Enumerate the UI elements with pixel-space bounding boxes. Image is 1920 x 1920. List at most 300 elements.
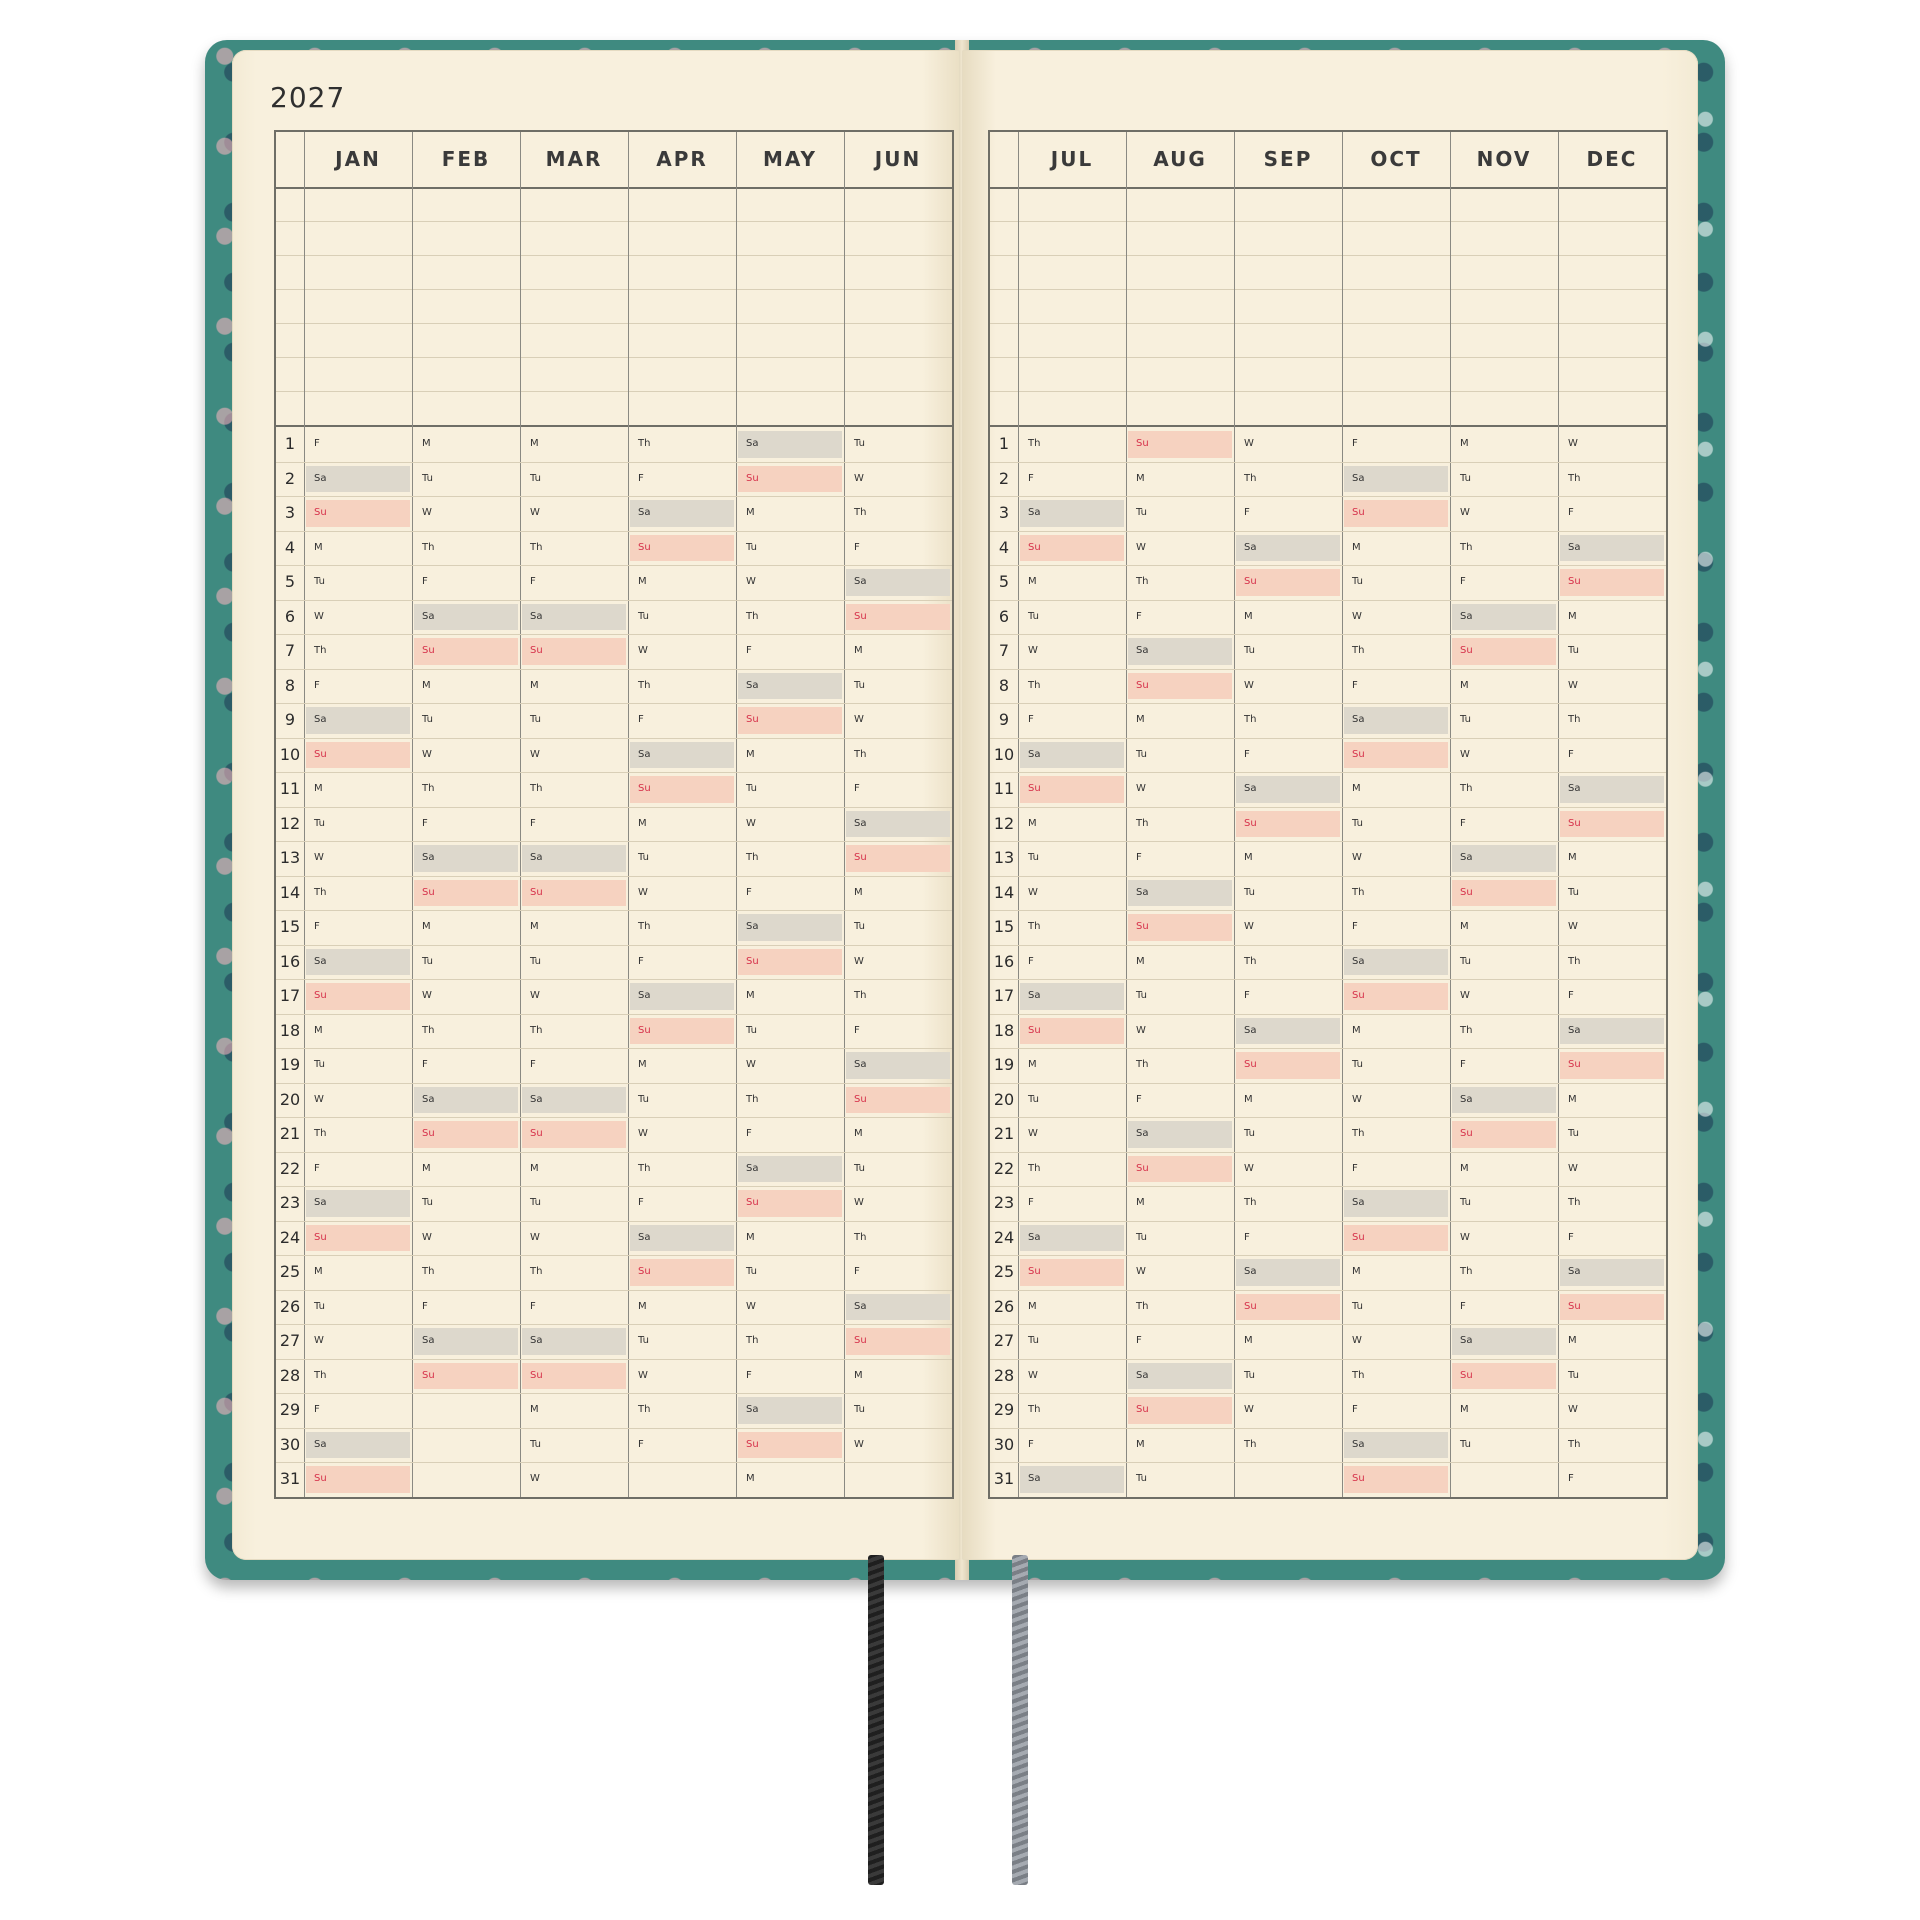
day-cell-may[interactable]: Sa: [738, 431, 842, 458]
day-cell-apr[interactable]: Su: [630, 535, 734, 562]
day-cell-mar[interactable]: Sa: [522, 604, 626, 631]
day-cell-feb[interactable]: M: [422, 438, 431, 449]
day-cell-jun[interactable]: Sa: [846, 1052, 950, 1079]
day-cell-sep[interactable]: Tu: [1244, 645, 1255, 656]
day-cell-sep[interactable]: Th: [1244, 472, 1257, 484]
day-cell-feb[interactable]: M: [422, 921, 431, 932]
day-cell-jun[interactable]: F: [854, 783, 860, 794]
day-cell-jan[interactable]: Sa: [306, 949, 410, 976]
day-cell-jan[interactable]: Su: [306, 1225, 410, 1252]
day-cell-may[interactable]: M: [746, 748, 755, 760]
day-cell-mar[interactable]: Sa: [522, 1328, 626, 1355]
day-cell-jun[interactable]: W: [854, 472, 864, 484]
day-cell-jun[interactable]: Th: [854, 748, 867, 760]
day-cell-oct[interactable]: M: [1352, 1024, 1361, 1036]
day-cell-mar[interactable]: Sa: [522, 1087, 626, 1114]
day-cell-oct[interactable]: Th: [1352, 1369, 1365, 1381]
day-cell-dec[interactable]: Th: [1568, 1438, 1581, 1450]
day-cell-mar[interactable]: Tu: [530, 955, 541, 967]
day-cell-apr[interactable]: Sa: [630, 1225, 734, 1252]
day-cell-jun[interactable]: Tu: [854, 1162, 865, 1174]
day-cell-dec[interactable]: W: [1568, 438, 1578, 449]
day-cell-jun[interactable]: M: [854, 1128, 863, 1139]
day-cell-apr[interactable]: F: [638, 472, 644, 484]
day-cell-feb[interactable]: Sa: [414, 1087, 518, 1114]
day-cell-feb[interactable]: Tu: [422, 1197, 433, 1208]
day-cell-apr[interactable]: Su: [630, 776, 734, 803]
day-cell-apr[interactable]: W: [638, 1128, 648, 1139]
day-cell-apr[interactable]: Th: [638, 921, 651, 932]
day-cell-jun[interactable]: Tu: [854, 438, 865, 449]
day-cell-mar[interactable]: F: [530, 817, 536, 829]
day-cell-oct[interactable]: W: [1352, 610, 1362, 622]
day-cell-aug[interactable]: Tu: [1136, 748, 1147, 760]
day-cell-jun[interactable]: Su: [846, 1328, 950, 1355]
day-cell-sep[interactable]: Th: [1244, 955, 1257, 967]
day-cell-nov[interactable]: Th: [1460, 541, 1473, 553]
day-cell-dec[interactable]: Th: [1568, 955, 1581, 967]
day-cell-sep[interactable]: M: [1244, 852, 1253, 863]
day-cell-sep[interactable]: Th: [1244, 1197, 1257, 1208]
day-cell-nov[interactable]: W: [1460, 748, 1470, 760]
day-cell-sep[interactable]: F: [1244, 507, 1250, 518]
day-cell-nov[interactable]: F: [1460, 576, 1466, 587]
day-cell-dec[interactable]: W: [1568, 679, 1578, 691]
day-cell-feb[interactable]: Su: [414, 880, 518, 907]
day-cell-apr[interactable]: Su: [630, 1018, 734, 1045]
day-cell-jul[interactable]: W: [1028, 1128, 1038, 1139]
day-cell-aug[interactable]: Tu: [1136, 507, 1147, 518]
day-cell-aug[interactable]: W: [1136, 541, 1146, 553]
day-cell-mar[interactable]: M: [530, 921, 539, 932]
day-cell-may[interactable]: M: [746, 507, 755, 518]
day-cell-dec[interactable]: Su: [1560, 1294, 1664, 1321]
day-cell-jun[interactable]: Sa: [846, 569, 950, 596]
day-cell-may[interactable]: Su: [738, 466, 842, 493]
day-cell-jul[interactable]: Th: [1028, 1404, 1041, 1415]
day-cell-dec[interactable]: M: [1568, 1335, 1577, 1346]
day-cell-oct[interactable]: Tu: [1352, 1059, 1363, 1070]
day-cell-jan[interactable]: M: [314, 783, 323, 794]
day-cell-sep[interactable]: W: [1244, 679, 1254, 691]
day-cell-may[interactable]: F: [746, 1128, 752, 1139]
day-cell-mar[interactable]: Sa: [522, 845, 626, 872]
day-cell-dec[interactable]: F: [1568, 1231, 1574, 1243]
day-cell-jun[interactable]: Tu: [854, 1404, 865, 1415]
day-cell-mar[interactable]: F: [530, 1059, 536, 1070]
day-cell-may[interactable]: Tu: [746, 783, 757, 794]
day-cell-nov[interactable]: M: [1460, 1162, 1469, 1174]
day-cell-jul[interactable]: Sa: [1020, 983, 1124, 1010]
day-cell-oct[interactable]: Th: [1352, 645, 1365, 656]
day-cell-jun[interactable]: F: [854, 1024, 860, 1036]
day-cell-feb[interactable]: Tu: [422, 472, 433, 484]
day-cell-aug[interactable]: M: [1136, 1438, 1145, 1450]
day-cell-oct[interactable]: Sa: [1344, 466, 1448, 493]
day-cell-aug[interactable]: F: [1136, 610, 1142, 622]
day-cell-may[interactable]: Th: [746, 1335, 759, 1346]
day-cell-sep[interactable]: M: [1244, 610, 1253, 622]
day-cell-jun[interactable]: Th: [854, 1231, 867, 1243]
day-cell-feb[interactable]: Tu: [422, 714, 433, 725]
day-cell-mar[interactable]: Tu: [530, 1197, 541, 1208]
day-cell-sep[interactable]: Tu: [1244, 1128, 1255, 1139]
day-cell-aug[interactable]: Su: [1128, 1397, 1232, 1424]
day-cell-jan[interactable]: F: [314, 921, 320, 932]
day-cell-oct[interactable]: Tu: [1352, 1300, 1363, 1312]
day-cell-apr[interactable]: M: [638, 1059, 647, 1070]
day-cell-mar[interactable]: W: [530, 1231, 540, 1243]
day-cell-jul[interactable]: Th: [1028, 438, 1041, 449]
day-cell-dec[interactable]: Th: [1568, 1197, 1581, 1208]
day-cell-may[interactable]: Su: [738, 949, 842, 976]
day-cell-aug[interactable]: M: [1136, 1197, 1145, 1208]
day-cell-jun[interactable]: Sa: [846, 1294, 950, 1321]
day-cell-aug[interactable]: M: [1136, 714, 1145, 725]
day-cell-aug[interactable]: Tu: [1136, 1473, 1147, 1484]
day-cell-jan[interactable]: Sa: [306, 707, 410, 734]
day-cell-sep[interactable]: Sa: [1236, 535, 1340, 562]
day-cell-jul[interactable]: Su: [1020, 1018, 1124, 1045]
day-cell-jul[interactable]: F: [1028, 472, 1034, 484]
day-cell-feb[interactable]: Sa: [414, 845, 518, 872]
day-cell-apr[interactable]: W: [638, 886, 648, 898]
day-cell-nov[interactable]: W: [1460, 990, 1470, 1001]
day-cell-jun[interactable]: Sa: [846, 811, 950, 838]
day-cell-jul[interactable]: Sa: [1020, 500, 1124, 527]
day-cell-jul[interactable]: Th: [1028, 921, 1041, 932]
day-cell-dec[interactable]: Sa: [1560, 1018, 1664, 1045]
day-cell-sep[interactable]: Tu: [1244, 886, 1255, 898]
day-cell-feb[interactable]: W: [422, 990, 432, 1001]
day-cell-dec[interactable]: Sa: [1560, 535, 1664, 562]
day-cell-mar[interactable]: Th: [530, 1266, 543, 1277]
day-cell-feb[interactable]: M: [422, 1162, 431, 1174]
day-cell-may[interactable]: Th: [746, 610, 759, 622]
day-cell-jul[interactable]: M: [1028, 576, 1037, 587]
day-cell-oct[interactable]: Su: [1344, 1466, 1448, 1493]
day-cell-aug[interactable]: M: [1136, 955, 1145, 967]
day-cell-nov[interactable]: M: [1460, 1404, 1469, 1415]
day-cell-aug[interactable]: Th: [1136, 576, 1149, 587]
day-cell-jan[interactable]: Tu: [314, 1059, 325, 1070]
day-cell-feb[interactable]: Th: [422, 783, 435, 794]
day-cell-may[interactable]: Sa: [738, 673, 842, 700]
day-cell-jan[interactable]: Th: [314, 886, 327, 898]
day-cell-sep[interactable]: Tu: [1244, 1369, 1255, 1381]
day-cell-sep[interactable]: F: [1244, 1231, 1250, 1243]
day-cell-aug[interactable]: Su: [1128, 673, 1232, 700]
day-cell-jun[interactable]: Su: [846, 1087, 950, 1114]
day-cell-dec[interactable]: F: [1568, 507, 1574, 518]
day-cell-nov[interactable]: Su: [1452, 1121, 1556, 1148]
day-cell-jul[interactable]: Tu: [1028, 1335, 1039, 1346]
day-cell-aug[interactable]: M: [1136, 472, 1145, 484]
day-cell-dec[interactable]: Su: [1560, 569, 1664, 596]
day-cell-may[interactable]: M: [746, 1231, 755, 1243]
day-cell-aug[interactable]: Th: [1136, 817, 1149, 829]
day-cell-dec[interactable]: Tu: [1568, 645, 1579, 656]
day-cell-aug[interactable]: F: [1136, 852, 1142, 863]
day-cell-may[interactable]: Th: [746, 852, 759, 863]
day-cell-feb[interactable]: M: [422, 679, 431, 691]
day-cell-sep[interactable]: Su: [1236, 811, 1340, 838]
day-cell-sep[interactable]: Su: [1236, 1294, 1340, 1321]
day-cell-jan[interactable]: Th: [314, 645, 327, 656]
day-cell-sep[interactable]: M: [1244, 1335, 1253, 1346]
day-cell-jan[interactable]: Sa: [306, 1190, 410, 1217]
day-cell-may[interactable]: Th: [746, 1093, 759, 1105]
day-cell-nov[interactable]: F: [1460, 1059, 1466, 1070]
day-cell-nov[interactable]: Su: [1452, 1363, 1556, 1390]
bookmark-ribbon-grey[interactable]: [1012, 1555, 1028, 1885]
day-cell-oct[interactable]: Su: [1344, 983, 1448, 1010]
day-cell-jan[interactable]: Su: [306, 742, 410, 769]
day-cell-jul[interactable]: Tu: [1028, 1093, 1039, 1105]
day-cell-oct[interactable]: F: [1352, 438, 1358, 449]
day-cell-jun[interactable]: W: [854, 1438, 864, 1450]
day-cell-may[interactable]: W: [746, 1300, 756, 1312]
day-cell-mar[interactable]: W: [530, 507, 540, 518]
day-cell-jul[interactable]: W: [1028, 886, 1038, 898]
day-cell-oct[interactable]: Su: [1344, 742, 1448, 769]
day-cell-nov[interactable]: W: [1460, 1231, 1470, 1243]
day-cell-sep[interactable]: Su: [1236, 1052, 1340, 1079]
day-cell-may[interactable]: Tu: [746, 1024, 757, 1036]
day-cell-jul[interactable]: Th: [1028, 1162, 1041, 1174]
day-cell-nov[interactable]: Tu: [1460, 472, 1471, 484]
day-cell-apr[interactable]: F: [638, 955, 644, 967]
day-cell-sep[interactable]: Sa: [1236, 1018, 1340, 1045]
day-cell-may[interactable]: W: [746, 1059, 756, 1070]
day-cell-may[interactable]: Sa: [738, 914, 842, 941]
day-cell-nov[interactable]: M: [1460, 679, 1469, 691]
day-cell-dec[interactable]: F: [1568, 1473, 1574, 1484]
day-cell-feb[interactable]: Th: [422, 1024, 435, 1036]
day-cell-jul[interactable]: F: [1028, 955, 1034, 967]
day-cell-nov[interactable]: Th: [1460, 783, 1473, 794]
day-cell-mar[interactable]: Su: [522, 1121, 626, 1148]
day-cell-jan[interactable]: Tu: [314, 817, 325, 829]
day-cell-oct[interactable]: F: [1352, 921, 1358, 932]
day-cell-jul[interactable]: F: [1028, 1438, 1034, 1450]
day-cell-jun[interactable]: M: [854, 886, 863, 898]
day-cell-aug[interactable]: F: [1136, 1335, 1142, 1346]
day-cell-apr[interactable]: Sa: [630, 742, 734, 769]
day-cell-jan[interactable]: F: [314, 438, 320, 449]
day-cell-jan[interactable]: F: [314, 679, 320, 691]
day-cell-mar[interactable]: F: [530, 576, 536, 587]
day-cell-sep[interactable]: Sa: [1236, 776, 1340, 803]
day-cell-jan[interactable]: Su: [306, 500, 410, 527]
day-cell-jun[interactable]: Th: [854, 507, 867, 518]
day-cell-feb[interactable]: Th: [422, 1266, 435, 1277]
day-cell-oct[interactable]: W: [1352, 852, 1362, 863]
day-cell-apr[interactable]: Sa: [630, 500, 734, 527]
day-cell-aug[interactable]: W: [1136, 1266, 1146, 1277]
day-cell-mar[interactable]: M: [530, 1404, 539, 1415]
day-cell-jul[interactable]: F: [1028, 1197, 1034, 1208]
day-cell-nov[interactable]: W: [1460, 507, 1470, 518]
day-cell-may[interactable]: F: [746, 886, 752, 898]
day-cell-jun[interactable]: M: [854, 1369, 863, 1381]
day-cell-apr[interactable]: W: [638, 645, 648, 656]
day-cell-oct[interactable]: Sa: [1344, 1190, 1448, 1217]
day-cell-apr[interactable]: Tu: [638, 852, 649, 863]
day-cell-nov[interactable]: Th: [1460, 1024, 1473, 1036]
day-cell-feb[interactable]: Sa: [414, 1328, 518, 1355]
day-cell-oct[interactable]: Tu: [1352, 817, 1363, 829]
day-cell-mar[interactable]: W: [530, 990, 540, 1001]
day-cell-may[interactable]: Su: [738, 1432, 842, 1459]
day-cell-feb[interactable]: F: [422, 576, 428, 587]
day-cell-sep[interactable]: F: [1244, 990, 1250, 1001]
day-cell-nov[interactable]: Sa: [1452, 845, 1556, 872]
day-cell-aug[interactable]: Sa: [1128, 880, 1232, 907]
day-cell-sep[interactable]: F: [1244, 748, 1250, 760]
day-cell-aug[interactable]: Tu: [1136, 990, 1147, 1001]
day-cell-oct[interactable]: F: [1352, 1404, 1358, 1415]
day-cell-feb[interactable]: Su: [414, 1363, 518, 1390]
day-cell-oct[interactable]: Sa: [1344, 707, 1448, 734]
day-cell-feb[interactable]: W: [422, 1231, 432, 1243]
day-cell-nov[interactable]: Th: [1460, 1266, 1473, 1277]
day-cell-jun[interactable]: Su: [846, 845, 950, 872]
day-cell-may[interactable]: W: [746, 817, 756, 829]
day-cell-feb[interactable]: F: [422, 817, 428, 829]
day-cell-sep[interactable]: W: [1244, 438, 1254, 449]
day-cell-jul[interactable]: W: [1028, 1369, 1038, 1381]
day-cell-jun[interactable]: Th: [854, 990, 867, 1001]
day-cell-sep[interactable]: Th: [1244, 714, 1257, 725]
day-cell-jun[interactable]: M: [854, 645, 863, 656]
day-cell-mar[interactable]: Su: [522, 1363, 626, 1390]
day-cell-sep[interactable]: W: [1244, 1162, 1254, 1174]
day-cell-jul[interactable]: Sa: [1020, 1466, 1124, 1493]
day-cell-jul[interactable]: Sa: [1020, 742, 1124, 769]
day-cell-apr[interactable]: M: [638, 576, 647, 587]
day-cell-jul[interactable]: W: [1028, 645, 1038, 656]
day-cell-jan[interactable]: Sa: [306, 1432, 410, 1459]
day-cell-jul[interactable]: Su: [1020, 1259, 1124, 1286]
day-cell-apr[interactable]: Th: [638, 438, 651, 449]
day-cell-jul[interactable]: Tu: [1028, 852, 1039, 863]
day-cell-may[interactable]: Su: [738, 1190, 842, 1217]
day-cell-nov[interactable]: F: [1460, 1300, 1466, 1312]
day-cell-jan[interactable]: W: [314, 610, 324, 622]
day-cell-apr[interactable]: Tu: [638, 610, 649, 622]
day-cell-feb[interactable]: Su: [414, 1121, 518, 1148]
day-cell-jan[interactable]: M: [314, 541, 323, 553]
day-cell-jun[interactable]: W: [854, 955, 864, 967]
day-cell-oct[interactable]: W: [1352, 1093, 1362, 1105]
day-cell-dec[interactable]: Su: [1560, 811, 1664, 838]
day-cell-oct[interactable]: Su: [1344, 1225, 1448, 1252]
day-cell-dec[interactable]: Su: [1560, 1052, 1664, 1079]
day-cell-nov[interactable]: Sa: [1452, 1087, 1556, 1114]
day-cell-jun[interactable]: Su: [846, 604, 950, 631]
day-cell-may[interactable]: F: [746, 1369, 752, 1381]
day-cell-nov[interactable]: M: [1460, 438, 1469, 449]
day-cell-jun[interactable]: W: [854, 1197, 864, 1208]
day-cell-jan[interactable]: Tu: [314, 576, 325, 587]
day-cell-jul[interactable]: Su: [1020, 535, 1124, 562]
day-cell-dec[interactable]: Sa: [1560, 1259, 1664, 1286]
day-cell-sep[interactable]: Sa: [1236, 1259, 1340, 1286]
day-cell-apr[interactable]: F: [638, 1197, 644, 1208]
day-cell-dec[interactable]: W: [1568, 1404, 1578, 1415]
day-cell-jun[interactable]: Tu: [854, 679, 865, 691]
day-cell-jul[interactable]: M: [1028, 817, 1037, 829]
day-cell-jul[interactable]: Th: [1028, 679, 1041, 691]
day-cell-dec[interactable]: Tu: [1568, 886, 1579, 898]
day-cell-feb[interactable]: W: [422, 507, 432, 518]
day-cell-apr[interactable]: F: [638, 714, 644, 725]
day-cell-mar[interactable]: Tu: [530, 714, 541, 725]
day-cell-apr[interactable]: M: [638, 1300, 647, 1312]
day-cell-sep[interactable]: Th: [1244, 1438, 1257, 1450]
day-cell-aug[interactable]: Sa: [1128, 638, 1232, 665]
day-cell-jul[interactable]: M: [1028, 1300, 1037, 1312]
day-cell-aug[interactable]: Sa: [1128, 1121, 1232, 1148]
day-cell-sep[interactable]: W: [1244, 921, 1254, 932]
day-cell-may[interactable]: F: [746, 645, 752, 656]
day-cell-aug[interactable]: Su: [1128, 431, 1232, 458]
bookmark-ribbon-black[interactable]: [868, 1555, 884, 1885]
day-cell-jun[interactable]: F: [854, 541, 860, 553]
day-cell-apr[interactable]: W: [638, 1369, 648, 1381]
day-cell-feb[interactable]: Su: [414, 638, 518, 665]
day-cell-may[interactable]: M: [746, 990, 755, 1001]
day-cell-apr[interactable]: F: [638, 1438, 644, 1450]
day-cell-may[interactable]: W: [746, 576, 756, 587]
day-cell-sep[interactable]: M: [1244, 1093, 1253, 1105]
day-cell-mar[interactable]: M: [530, 1162, 539, 1174]
day-cell-jan[interactable]: Th: [314, 1128, 327, 1139]
day-cell-apr[interactable]: Su: [630, 1259, 734, 1286]
day-cell-aug[interactable]: W: [1136, 1024, 1146, 1036]
day-cell-feb[interactable]: W: [422, 748, 432, 760]
day-cell-jul[interactable]: M: [1028, 1059, 1037, 1070]
day-cell-dec[interactable]: Th: [1568, 714, 1581, 725]
day-cell-dec[interactable]: M: [1568, 1093, 1577, 1105]
day-cell-aug[interactable]: W: [1136, 783, 1146, 794]
day-cell-jun[interactable]: Tu: [854, 921, 865, 932]
day-cell-aug[interactable]: Su: [1128, 1156, 1232, 1183]
day-cell-dec[interactable]: Tu: [1568, 1128, 1579, 1139]
day-cell-dec[interactable]: M: [1568, 852, 1577, 863]
day-cell-apr[interactable]: Sa: [630, 983, 734, 1010]
day-cell-jun[interactable]: F: [854, 1266, 860, 1277]
day-cell-aug[interactable]: Su: [1128, 914, 1232, 941]
day-cell-oct[interactable]: M: [1352, 541, 1361, 553]
day-cell-dec[interactable]: F: [1568, 748, 1574, 760]
day-cell-dec[interactable]: M: [1568, 610, 1577, 622]
day-cell-mar[interactable]: Su: [522, 880, 626, 907]
day-cell-feb[interactable]: F: [422, 1300, 428, 1312]
day-cell-may[interactable]: Sa: [738, 1156, 842, 1183]
day-cell-mar[interactable]: F: [530, 1300, 536, 1312]
day-cell-aug[interactable]: Th: [1136, 1059, 1149, 1070]
day-cell-dec[interactable]: F: [1568, 990, 1574, 1001]
day-cell-nov[interactable]: Tu: [1460, 1197, 1471, 1208]
day-cell-oct[interactable]: Tu: [1352, 576, 1363, 587]
day-cell-may[interactable]: Sa: [738, 1397, 842, 1424]
day-cell-jan[interactable]: M: [314, 1266, 323, 1277]
day-cell-dec[interactable]: Sa: [1560, 776, 1664, 803]
day-cell-oct[interactable]: F: [1352, 679, 1358, 691]
day-cell-may[interactable]: Tu: [746, 1266, 757, 1277]
